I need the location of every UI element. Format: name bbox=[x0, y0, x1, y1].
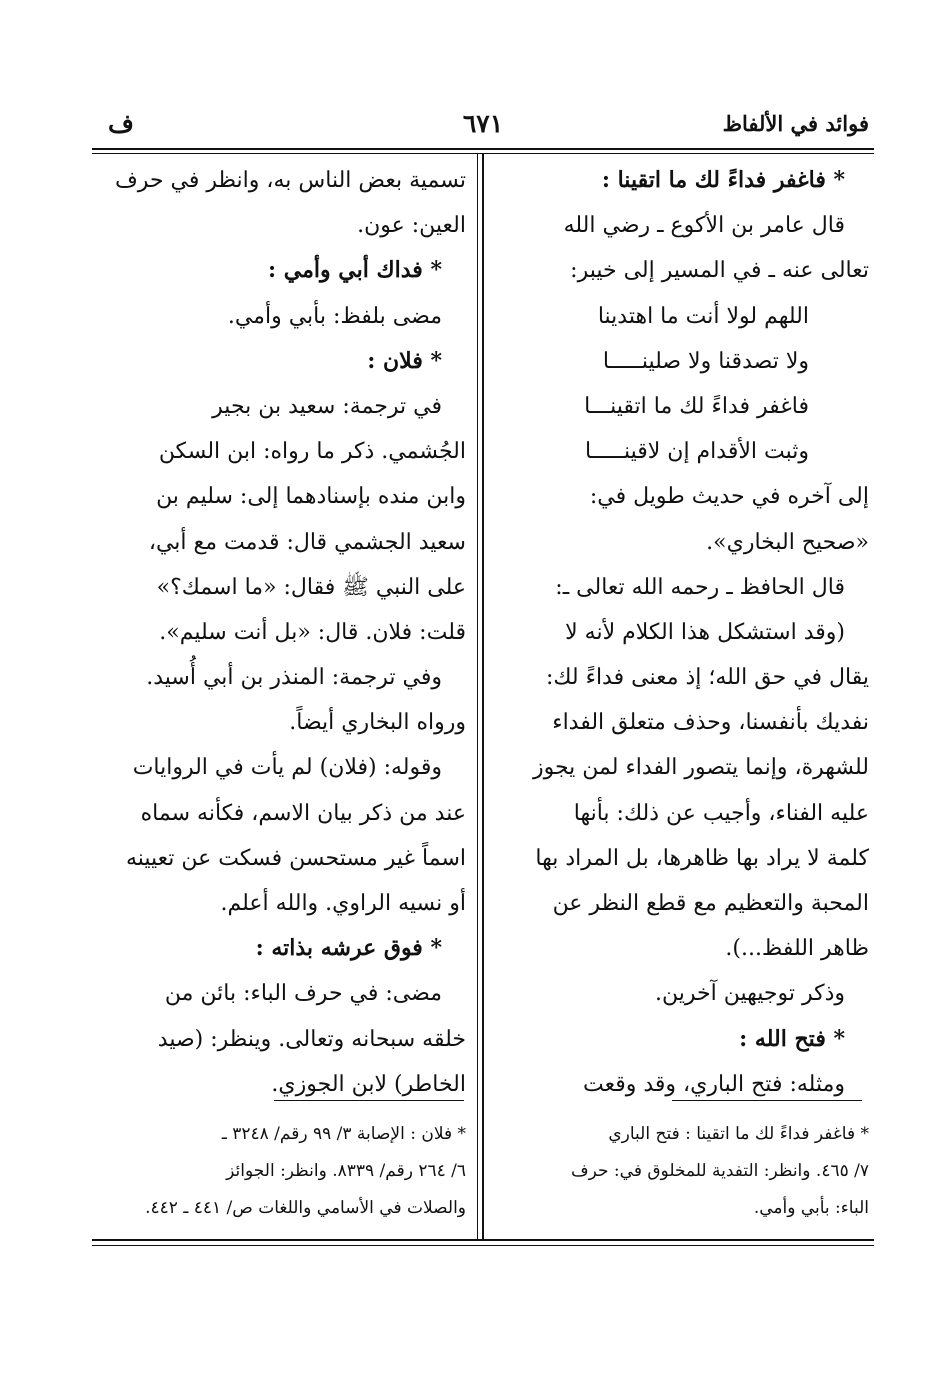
text-line: «صحيح البخاري». bbox=[706, 529, 869, 555]
footnote-line: * فلان : الإصابة ٣/ ٩٩ رقم/ ٣٢٤٨ ـ bbox=[221, 1124, 466, 1144]
text-line: الجُشمي. ذكر ما رواه: ابن السكن bbox=[158, 439, 466, 465]
text-line: قال الحافظ ـ رحمه الله تعالى ـ: bbox=[555, 574, 845, 600]
text-line: نفديك بأنفسنا، وحذف متعلق الفداء bbox=[552, 710, 869, 736]
section-letter: ف bbox=[108, 109, 134, 138]
text-line: قلت: فلان. قال: «بل أنت سليم». bbox=[159, 619, 466, 645]
footer-rule-bottom bbox=[92, 1245, 874, 1246]
text-line: تعالى عنه ـ في المسير إلى خيبر: bbox=[570, 258, 869, 284]
left-column bbox=[98, 158, 466, 1107]
footnote-line: ٦/ ٢٦٤ رقم/ ٨٣٣٩. وانظر: الجوائز bbox=[226, 1161, 466, 1181]
text-line: خلقه سبحانه وتعالى. وينظر: (صيد bbox=[157, 1026, 466, 1052]
text-line: على النبي ﷺ فقال: «ما اسمك؟» bbox=[156, 574, 466, 600]
footnote-separator-left bbox=[274, 1100, 464, 1101]
column-divider-right bbox=[482, 154, 484, 1239]
verse-line: ولا تصدقنا ولا صلينـــــا bbox=[602, 348, 809, 374]
footnotes-left bbox=[98, 1116, 466, 1227]
text-line: ظاهر اللفظ...). bbox=[725, 936, 869, 962]
text-line: عند من ذكر بيان الاسم، فكأنه سماه bbox=[140, 800, 466, 826]
text-line: عليه الفناء، وأجيب عن ذلك: بأنها bbox=[573, 800, 869, 826]
entry-heading: * فاغفر فداءً لك ما اتقينا : bbox=[601, 167, 845, 193]
text-line: وقوله: (فلان) لم يأت في الروايات bbox=[132, 755, 442, 781]
text-line: ورواه البخاري أيضاً. bbox=[289, 710, 466, 736]
text-line: كلمة لا يراد بها ظاهرها، بل المراد بها bbox=[535, 845, 869, 871]
text-line: مضى: في حرف الباء: بائن من bbox=[164, 981, 442, 1007]
header-rule-top bbox=[92, 148, 874, 150]
text-line: إلى آخره في حديث طويل في: bbox=[589, 484, 869, 510]
verse-line: وثبت الأقدام إن لاقينـــــا bbox=[585, 439, 809, 465]
entry-heading: * فداك أبي وأمي : bbox=[267, 257, 442, 284]
text-line: الخاطر) لابن الجوزي. bbox=[271, 1071, 466, 1097]
text-line: في ترجمة: سعيد بن بجير bbox=[212, 393, 442, 419]
verse-line: اللهم لولا أنت ما اهتدينا bbox=[597, 303, 809, 329]
text-line: العين: عون. bbox=[357, 213, 466, 239]
right-column bbox=[493, 158, 869, 1107]
text-line: مضى بلفظ: بأبي وأمي. bbox=[227, 303, 442, 329]
text-line: سعيد الجشمي قال: قدمت مع أبي، bbox=[148, 529, 466, 555]
text-line: يقال في حق الله؛ إذ معنى فداءً لك: bbox=[545, 665, 869, 691]
text-line: (وقد استشكل هذا الكلام لأنه لا bbox=[565, 619, 845, 645]
text-line: للشهرة، وإنما يتصور الفداء لمن يجوز bbox=[532, 755, 869, 781]
text-line: تسمية بعض الناس به، وانظر في حرف bbox=[114, 168, 466, 193]
text-line: اسماً غير مستحسن فسكت عن تعيينه bbox=[125, 845, 466, 871]
text-line: أو نسيه الراوي. والله أعلم. bbox=[220, 891, 466, 916]
footnote-line: * فاغفر فداءً لك ما اتقينا : فتح الباري bbox=[608, 1124, 869, 1144]
footnote-line: والصلات في الأسامي واللغات ص/ ٤٤١ ـ ٤٤٢. bbox=[145, 1198, 466, 1218]
footer-rule-top bbox=[92, 1239, 874, 1241]
entry-heading: * فتح الله : bbox=[739, 1025, 845, 1052]
column-divider-left bbox=[477, 154, 478, 1239]
footnote-separator-right bbox=[672, 1100, 862, 1101]
text-line: قال عامر بن الأكوع ـ رضي الله bbox=[563, 213, 845, 239]
verse-line: فاغفر فداءً لك ما اتقينـــا bbox=[584, 393, 809, 419]
running-title: فوائد في الألفاظ bbox=[722, 111, 869, 136]
entry-heading: * فوق عرشه بذاته : bbox=[255, 935, 442, 962]
text-line: وفي ترجمة: المنذر بن أبي أُسيد. bbox=[146, 665, 442, 691]
text-line: وذكر توجيهين آخرين. bbox=[655, 981, 845, 1007]
text-line: ومثله: فتح الباري، وقد وقعت bbox=[582, 1071, 845, 1097]
text-line: وابن منده بإسنادهما إلى: سليم بن bbox=[156, 484, 466, 510]
footnotes-right bbox=[490, 1116, 869, 1227]
footnote-line: ٧/ ٤٦٥. وانظر: التفدية للمخلوق في: حرف bbox=[571, 1161, 869, 1181]
text-line: المحبة والتعظيم مع قطع النظر عن bbox=[552, 891, 869, 916]
page-number: ٦٧١ bbox=[462, 109, 504, 138]
footnote-line: الباء: بأبي وأمي. bbox=[753, 1198, 869, 1218]
entry-heading: * فلان : bbox=[367, 347, 442, 374]
